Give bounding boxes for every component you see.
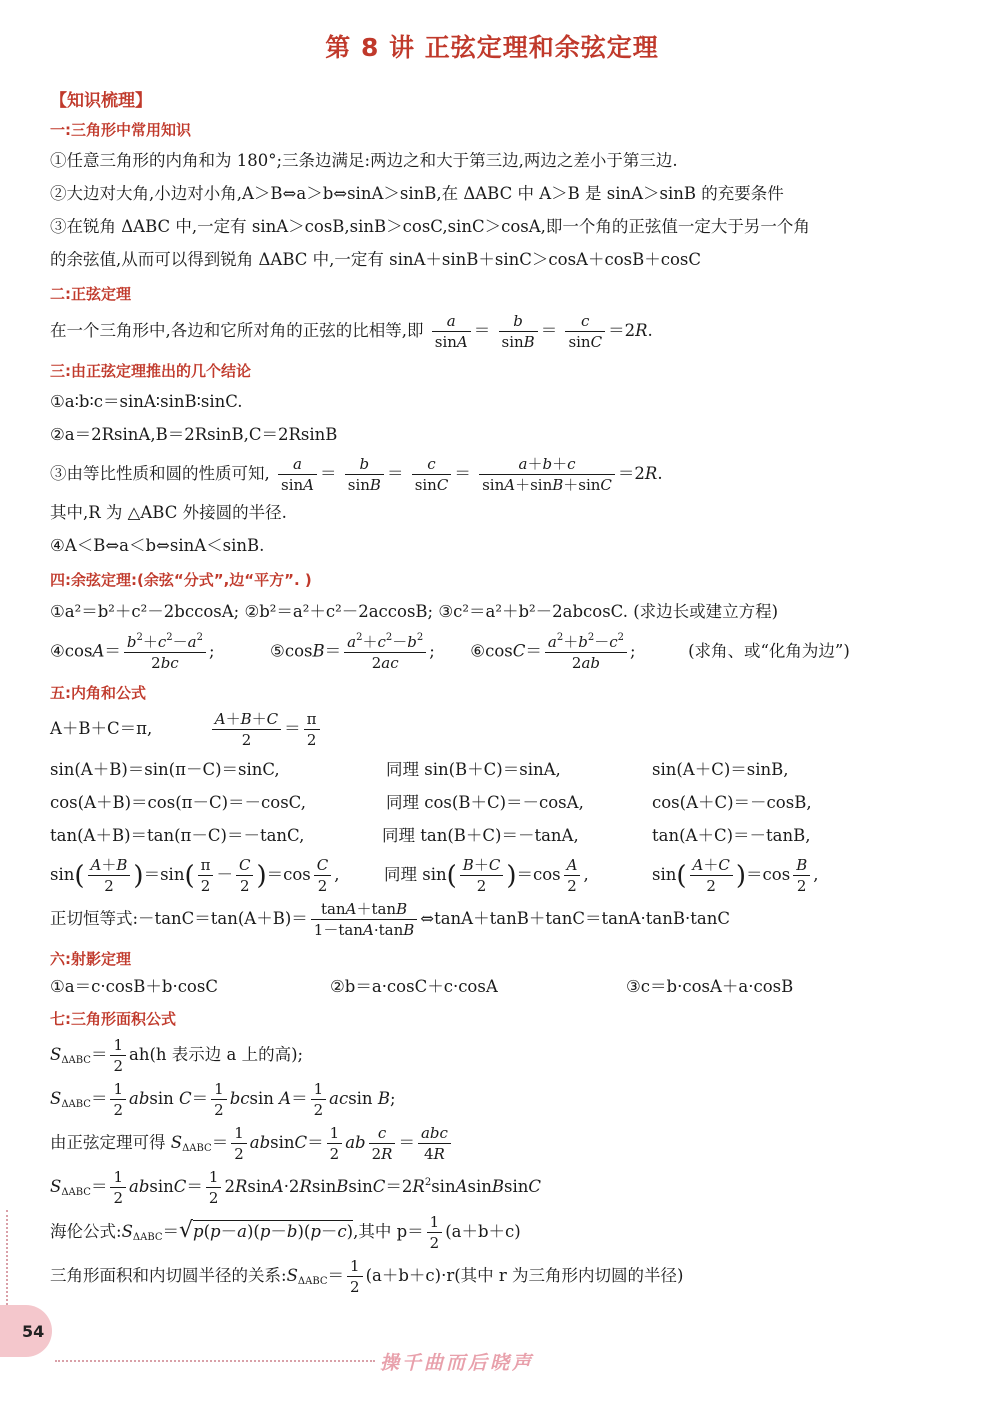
formula-sin-a: sin(A＋B)＝sin(π－C)＝sinC,: [50, 760, 280, 779]
page-title: 第 8 讲 正弦定理和余弦定理: [325, 33, 659, 62]
area-formula-2: $S_{\Delta ABC}=$ $\frac{1}{2}$ absin C＝ $\frac{1}{2}$ bcsin A＝ $\frac{1}{2}$ acsin B;: [50, 1080, 396, 1119]
knowledge-heading: 【知识梳理】: [50, 91, 152, 111]
text-line: ④A＜B⇔a＜b⇔sinA＜sinB.: [50, 536, 265, 555]
incircle-formula: 三角形面积和内切圆半径的关系$:S_{\Delta ABC}=$ $\frac{1}{2}$ (a＋b＋c)·r(其中 r 为三角形内切圆的半径): [50, 1257, 684, 1296]
text-line: 的余弦值,从而可以得到锐角 ΔABC 中,一定有 sinA＋sinB＋sinC＞cosA＋cosB＋cosC: [50, 250, 701, 269]
formula-cos-c: cos(A＋C)＝－cosB,: [652, 793, 812, 812]
section-heading-1: 一:三角形中常用知识: [50, 121, 191, 139]
formula-tan-b: 同理 tan(B＋C)＝－tanA,: [382, 826, 579, 845]
formula-tan-c: tan(A＋C)＝－tanB,: [652, 826, 811, 845]
ratio-line: ③由等比性质和圆的性质可知, $\frac{a}{\sin A}$ ＝ $\frac{b}{\sin B}$ ＝ $\frac{c}{\sin C}$ ＝ $\frac{a+b+c}{\sin A+\sin B+\sin C}$ ＝2R.: [50, 455, 663, 494]
projection-formula-1: ①a＝c·cosB＋b·cosC: [50, 977, 218, 996]
section-heading-7: 七:三角形面积公式: [50, 1010, 176, 1028]
formula-cos-a: cos(A＋B)＝cos(π－C)＝－cosC,: [50, 793, 306, 812]
area-formula-1: $S_{\Delta ABC}=$ $\frac{1}{2}$ ah(h 表示边 a 上的高);: [50, 1036, 304, 1075]
text-line: ①任意三角形的内角和为 180°;三条边满足:两边之和大于第三边,两边之差小于第三边.: [50, 151, 678, 170]
text-fragment: 正切恒等式:－tanC＝tan(A＋B)＝: [50, 909, 308, 928]
section-heading-4: 四:余弦定理:(余弦“分式”,边“平方”. ): [50, 571, 312, 589]
text-line: ①a²＝b²＋c²－2bccosA; ②b²＝a²＋c²－2accosB; ③c²＝a²＋b²－2abcosC. (求边长或建立方程): [50, 602, 779, 621]
formula-sin-c: sin(A＋C)＝sinB,: [652, 760, 789, 779]
decorative-dots: [6, 1210, 8, 1305]
section-heading-3: 三:由正弦定理推出的几个结论: [50, 362, 251, 380]
text-fragment: A＋B＋C＝π,: [50, 719, 153, 738]
text-line: 其中,R 为 △ABC 外接圆的半径.: [50, 503, 287, 522]
decorative-dots: [55, 1360, 375, 1362]
area-formula-4: $S_{\Delta ABC}=$ $\frac{1}{2}$ absinC＝ $\frac{1}{2}$ $2RsinA\cdot 2RsinBsinC=2R^2sinAsinBsinC$: [50, 1168, 542, 1207]
section-heading-6: 六:射影定理: [50, 950, 131, 968]
text-fragment: ah(h 表示边 a 上的高);: [129, 1045, 304, 1064]
text-line: ②a＝2RsinA,B＝2RsinB,C＝2RsinB: [50, 425, 338, 444]
sine-law-line: 在一个三角形中,各边和它所对角的正弦的比相等,即 $\frac{a}{\sin A}$ ＝ $\frac{b}{\sin B}$ ＝ $\frac{c}{\sin C}$ ＝2R.: [50, 312, 653, 351]
text-fragment: ,其中 p＝: [353, 1222, 424, 1241]
page-number: 54: [22, 1322, 45, 1341]
half-angle-formula-c: sin( $\frac{A+C}{2}$ )＝cos $\frac{B}{2}$ ,: [652, 856, 819, 895]
cosine-frac-line: ④cosA＝ $\frac{b^2+c^2-a^2}{2bc}$ ; ⑤cosB＝ $\frac{a^2+c^2-b^2}{2ac}$ ; ⑥cosC＝ $\frac{a^2+b^2-c^2}{2ab}$ ; (求角、或“化角为边”): [50, 632, 850, 672]
heron-formula: 海伦公式$:S_{\Delta ABC}=√p(p-a)(p-b)(p-c)$,其中 p＝ $\frac{1}{2}$ (a＋b＋c): [50, 1213, 521, 1252]
projection-formula-3: ③c＝b·cosA＋a·cosB: [626, 977, 794, 996]
text-fragment: 在一个三角形中,各边和它所对角的正弦的比相等,即: [50, 321, 424, 340]
text-fragment: 由正弦定理可得: [50, 1133, 166, 1152]
formula-sin-b: 同理 sin(B＋C)＝sinA,: [386, 760, 561, 779]
angle-sum-line: A＋B＋C＝π, $\frac{A+B+C}{2}$ ＝ $\frac{\pi}{2}$: [50, 710, 323, 749]
text-line: ①a∶b∶c＝sinA∶sinB∶sinC.: [50, 392, 243, 411]
tangent-identity-line: 正切恒等式:－tanC＝tan(A＋B)＝ $\frac{\tan A+\tan B}{1-\tan A\cdot\tan B}$ ⇔tanA＋tanB＋tanC＝tanA·tanB·tanC: [50, 900, 730, 939]
half-angle-formula-b: 同理 sin( $\frac{B+C}{2}$ )＝cos $\frac{A}{2}$ ,: [384, 856, 589, 895]
note: (求角、或“化角为边”): [688, 641, 850, 661]
page-number-badge: [0, 1305, 52, 1357]
formula-tan-a: tan(A＋B)＝tan(π－C)＝－tanC,: [50, 826, 305, 845]
text-fragment: ③由等比性质和圆的性质可知,: [50, 464, 270, 483]
section-heading-2: 二:正弦定理: [50, 285, 131, 303]
text-line: ②大边对大角,小边对小角,A＞B⇔a＞b⇔sinA＞sinB,在 ΔABC 中 A＞B 是 sinA＞sinB 的充要条件: [50, 184, 784, 203]
area-formula-3: 由正弦定理可得 $S_{\Delta ABC}=$ $\frac{1}{2}$ absinC＝ $\frac{1}{2}$ ab $\frac{c}{2R}$ ＝ $\frac{\text{abc}}{4R}$: [50, 1124, 454, 1163]
text-fragment: 海伦公式:: [50, 1222, 122, 1241]
half-angle-formula-a: sin( $\frac{A+B}{2}$ )＝sin( $\frac{\pi}{2}$ － $\frac{C}{2}$ )＝cos $\frac{C}{2}$ ,: [50, 856, 340, 895]
text-fragment: (a＋b＋c): [445, 1222, 521, 1241]
section-heading-5: 五:内角和公式: [50, 684, 146, 702]
text-line: ③在锐角 ΔABC 中,一定有 sinA＞cosB,sinB＞cosC,sinC＞cosA,即一个角的正弦值一定大于另一个角: [50, 217, 810, 236]
text-fragment: ⇔tanA＋tanB＋tanC＝tanA·tanB·tanC: [420, 909, 730, 928]
formula-cos-b: 同理 cos(B＋C)＝－cosA,: [386, 793, 584, 812]
footer-motto: 操千曲而后晓声: [380, 1352, 535, 1374]
text-fragment: (a＋b＋c)·r(其中 r 为三角形内切圆的半径): [365, 1266, 684, 1285]
text-fragment: 三角形面积和内切圆半径的关系:: [50, 1266, 287, 1285]
projection-formula-2: ②b＝a·cosC＋c·cosA: [330, 977, 498, 996]
